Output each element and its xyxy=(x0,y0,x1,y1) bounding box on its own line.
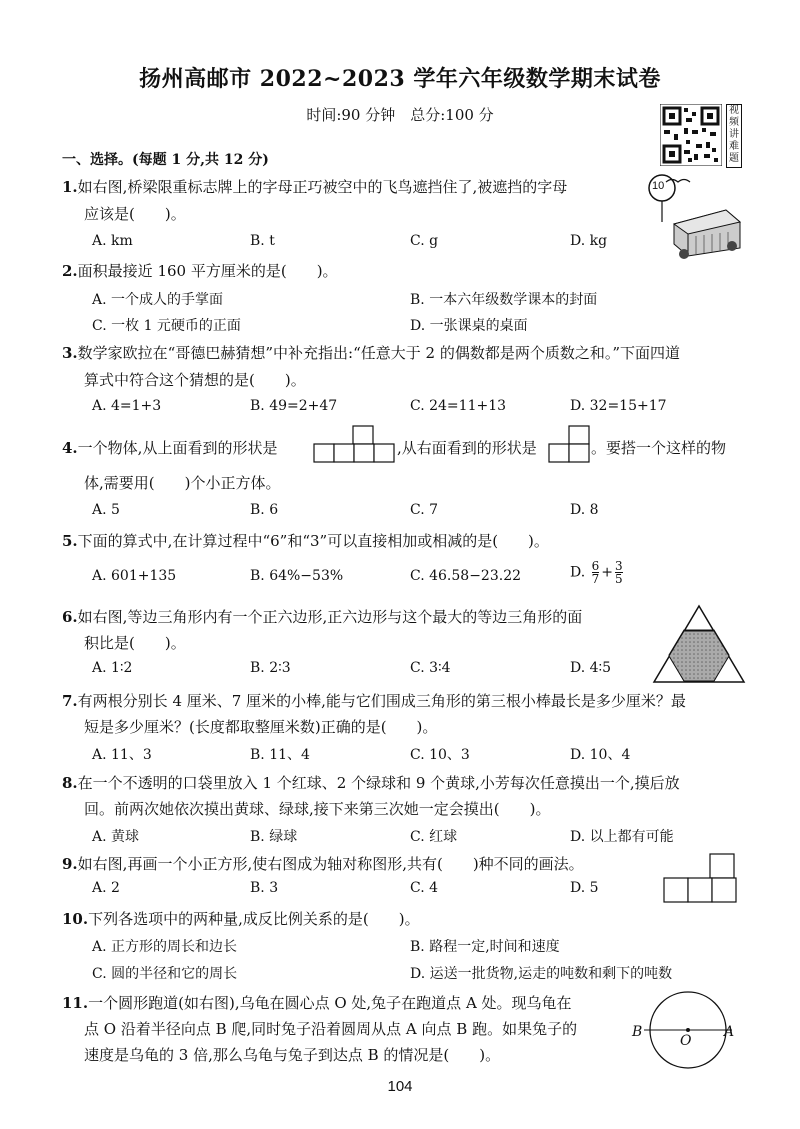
triangle-hexagon-figure xyxy=(652,604,746,684)
q8-option-d: D. 以上都有可能 xyxy=(570,829,674,845)
page-title: 扬州高邮市 2022~2023 学年六年级数学期末试卷 xyxy=(139,66,661,92)
fraction-three-fifths: $\frac{3}{5}$ xyxy=(615,559,623,586)
fraction-six-sevenths: $\frac{6}{7}$ xyxy=(591,559,600,586)
q5-option-c: C. 46.58−23.22 xyxy=(410,568,522,584)
label-point-b: B xyxy=(632,1024,643,1040)
q6-option-a: A. 1∶2 xyxy=(92,660,133,676)
q11-line3: 速度是乌龟的 3 倍,那么乌龟与兔子到达点 B 的情况是( )。 xyxy=(84,1046,501,1064)
q6-option-b: B. 2∶3 xyxy=(250,660,291,676)
q4-line1a: 4.一个物体,从上面看到的形状是 xyxy=(62,439,278,457)
q8-line1: 8.在一个不透明的口袋里放入 1 个红球、2 个绿球和 9 个黄球,小芳每次任意摸出一个,摸后放 xyxy=(62,774,680,792)
q4-option-a: A. 5 xyxy=(92,502,120,518)
q2-option-a: A. 一个成人的手掌面 xyxy=(92,292,224,308)
q3-line1: 3.数学家欧拉在“哥德巴赫猜想”中补充指出:“任意大于 2 的偶数都是两个质数之和。”下面四道 xyxy=(62,344,680,362)
q6-line2: 积比是( )。 xyxy=(84,634,186,652)
q3-option-d: D. 32=15+17 xyxy=(570,398,667,414)
q5-line1: 5.下面的算式中,在计算过程中“6”和“3”可以直接相加或相减的是( )。 xyxy=(62,532,549,550)
q9-option-c: C. 4 xyxy=(410,880,439,896)
q7-option-a: A. 11、3 xyxy=(92,747,152,763)
q1-option-d: D. kg xyxy=(570,233,608,249)
qr-code-icon xyxy=(660,104,722,166)
q3-option-c: C. 24=11+13 xyxy=(410,398,507,414)
q4-line1c: 。要搭一个这样的物 xyxy=(591,439,727,457)
label-point-o: O xyxy=(680,1033,692,1049)
q6-line1: 6.如右图,等边三角形内有一个正六边形,正六边形与这个最大的等边三角形的面 xyxy=(62,608,583,626)
weight-sign-label: 10 xyxy=(652,180,665,192)
section-heading: 一、选择。(每题 1 分,共 12 分) xyxy=(62,152,269,168)
q9-squares-figure xyxy=(662,852,742,904)
q7-option-c: C. 10、3 xyxy=(410,747,470,763)
q7-option-b: B. 11、4 xyxy=(250,747,310,763)
q10-option-c: C. 圆的半径和它的周长 xyxy=(92,966,238,982)
q10-option-d: D. 运送一批货物,运走的吨数和剩下的吨数 xyxy=(410,966,673,982)
q9-option-b: B. 3 xyxy=(250,880,279,896)
q7-line1: 7.有两根分别长 4 厘米、7 厘米的小棒,能与它们围成三角形的第三根小棒最长是多少厘米？最 xyxy=(62,692,686,710)
q3-option-b: B. 49=2+47 xyxy=(250,398,338,414)
q7-option-d: D. 10、4 xyxy=(570,747,631,763)
q4-option-b: B. 6 xyxy=(250,502,279,518)
q11-line1: 11.一个圆形跑道(如右图),乌龟在圆心点 O 处,兔子在跑道点 A 处。现乌龟在 xyxy=(62,994,572,1012)
page-number: 104 xyxy=(387,1078,413,1095)
q1-line1: 1.如右图,桥梁限重标志牌上的字母正巧被空中的飞鸟遮挡住了,被遮挡的字母 xyxy=(62,178,568,196)
q1-option-a: A. km xyxy=(92,233,133,249)
q6-option-c: C. 3∶4 xyxy=(410,660,451,676)
label-point-a: A xyxy=(724,1024,735,1040)
q1-option-b: B. t xyxy=(250,233,275,249)
q6-option-d: D. 4∶5 xyxy=(570,660,612,676)
q4-option-c: C. 7 xyxy=(410,502,439,518)
exam-info: 时间:90 分钟 总分:100 分 xyxy=(306,106,494,124)
qr-caption: 视频讲难题 xyxy=(726,104,742,168)
q10-option-b: B. 路程一定,时间和速度 xyxy=(410,939,560,955)
q8-option-b: B. 绿球 xyxy=(250,829,298,845)
q4-line1b: ,从右面看到的形状是 xyxy=(397,439,537,457)
q4-top-view-figure xyxy=(313,424,397,464)
q9-option-a: A. 2 xyxy=(92,880,120,896)
q4-line2: 体,需要用( )个小正方体。 xyxy=(84,474,281,492)
q2-option-c: C. 一枚 1 元硬币的正面 xyxy=(92,318,241,334)
q2-option-d: D. 一张课桌的桌面 xyxy=(410,318,528,334)
q9-option-d: D. 5 xyxy=(570,880,599,896)
q7-line2: 短是多少厘米？(长度都取整厘米数)正确的是( )。 xyxy=(84,718,438,736)
q8-option-c: C. 红球 xyxy=(410,829,458,845)
q11-line2: 点 O 沿着半径向点 B 爬,同时兔子沿着圆周从点 A 向点 B 跑。如果兔子的 xyxy=(84,1020,578,1038)
q5-option-b: B. 64%−53% xyxy=(250,568,344,584)
q1-option-c: C. g xyxy=(410,233,439,249)
q9-line1: 9.如右图,再画一个小正方形,使右图成为轴对称图形,共有( )种不同的画法。 xyxy=(62,855,584,873)
q2-option-b: B. 一本六年级数学课本的封面 xyxy=(410,292,598,308)
q4-right-view-figure xyxy=(547,424,591,464)
q8-line2: 回。前两次她依次摸出黄球、绿球,接下来第三次她一定会摸出( )。 xyxy=(84,800,551,818)
q3-option-a: A. 4=1+3 xyxy=(92,398,162,414)
q5-option-d: D. $\frac{6}{7}$ + $\frac{3}{5}$ xyxy=(570,559,623,586)
q8-option-a: A. 黄球 xyxy=(92,829,140,845)
q1-line2: 应该是( )。 xyxy=(84,205,186,223)
q2-line1: 2.面积最接近 160 平方厘米的是( )。 xyxy=(62,262,338,280)
q5-option-a: A. 601+135 xyxy=(92,568,177,584)
q10-line1: 10.下列各选项中的两种量,成反比例关系的是( )。 xyxy=(62,910,420,928)
q10-option-a: A. 正方形的周长和边长 xyxy=(92,939,238,955)
q4-option-d: D. 8 xyxy=(570,502,599,518)
q3-line2: 算式中符合这个猜想的是( )。 xyxy=(84,371,306,389)
